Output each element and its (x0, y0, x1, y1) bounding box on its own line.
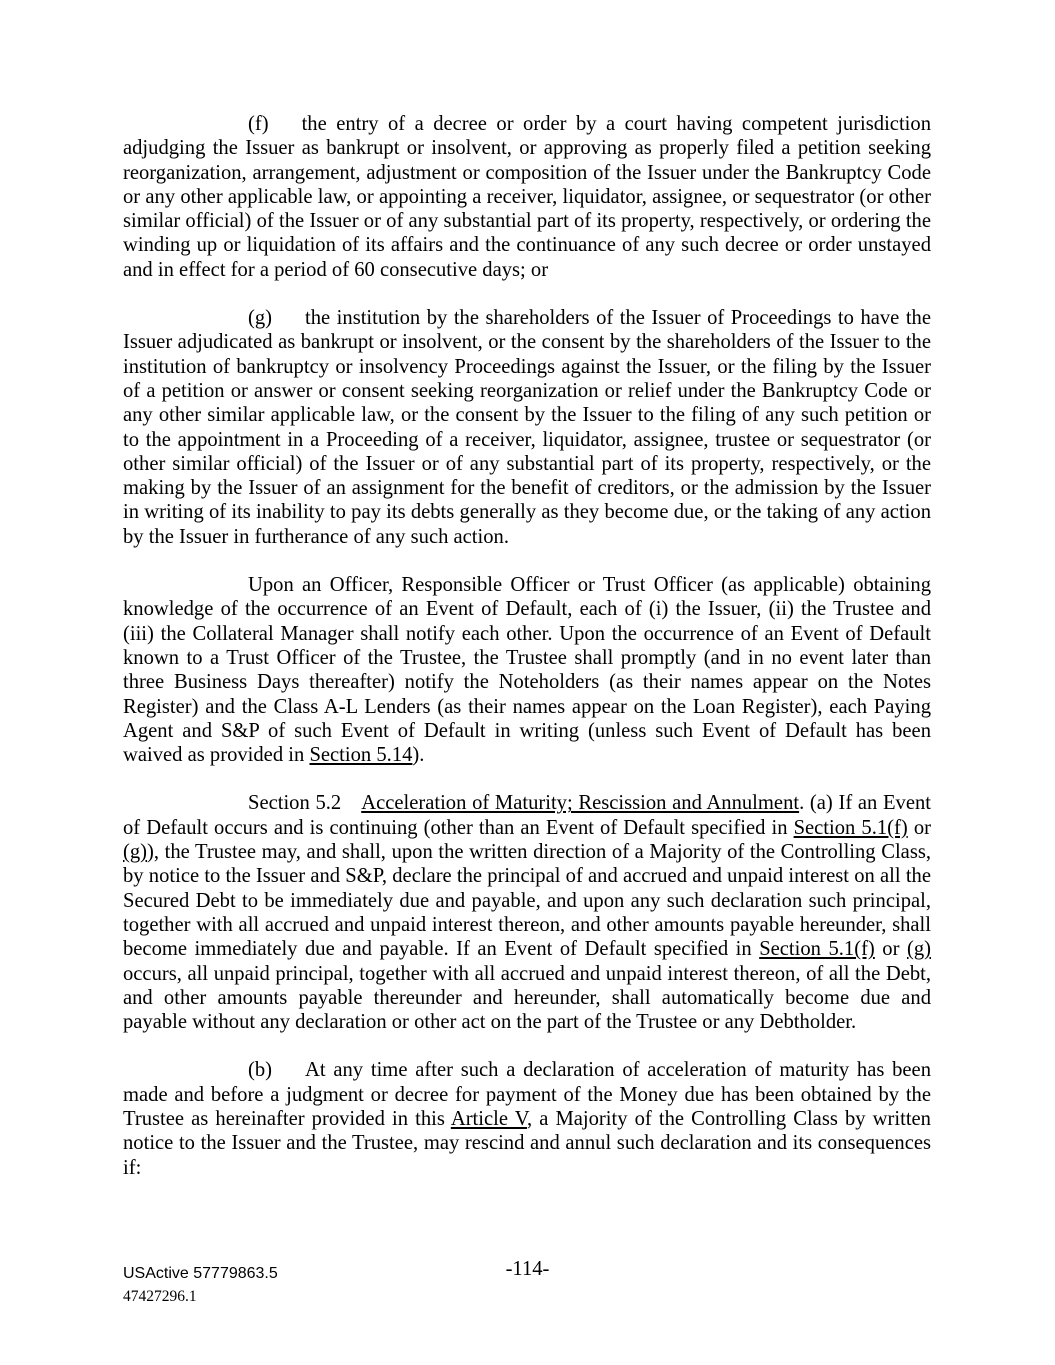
section-5-2-text: or (874, 938, 907, 961)
section-5-2-text: or (907, 816, 931, 839)
section-5-1f-reference: Section 5.1(f) (759, 938, 875, 961)
notice-text: Upon an Officer, Responsible Officer or Trust Officer (as applicable) obtaining knowledge of the occurrence of an Event of Default, each of (i) the Issuer, (ii) the Trustee and (iii) the Collateral Manager shall notify each other. Upon the occurrence of an Event of Default known to a Trust Officer of the Trustee, the Trustee shall promptly (and in no event later than three Business Days thereafter) notify the Noteholders (as their names appear on the Notes Register) and the Class A-L Lenders (as their names appear on the Loan Register), each Paying Agent and S&P of such Event of Default in writing (unless such Event of Default has been waived as provided in (123, 574, 931, 767)
clause-label-f: (f) (248, 113, 269, 135)
clause-label-g: (g) (248, 307, 273, 330)
article-v-reference: Article V (450, 1107, 527, 1130)
paragraph-section-5-2 (123, 791, 931, 1034)
notice-text-end: ). (412, 744, 425, 767)
paragraph-f (123, 112, 931, 282)
section-5-14-reference: Section 5.14 (309, 744, 413, 767)
paragraph-notice (123, 573, 931, 767)
clause-text-b: At any time after such a declaration of acceleration of maturity has been made and before a judgment or decree for payment of the Money due has been obtained by the Trustee as hereinafter provided in this (123, 1059, 931, 1130)
clause-text-g: the institution by the shareholders of the Issuer of Proceedings to have the Issuer adjudicated as bankrupt or insolvent, or the consent by the shareholders of the Issuer to the institution of bankruptcy or insolvency Proceedings against the Issuer, or the filing by the Issuer of a petition or answer or consent seeking reorganization or relief under the Bankruptcy Code or any other similar applicable law, or the consent by the Issuer to the filing of any such petition or to the appointment in a Proceeding of a receiver, liquidator, assignee, trustee or sequestrator (or other similar official) of the Issuer or of any substantial part of its property, respectively, or the making by the Issuer of an assignment for the benefit of creditors, or the admission by the Issuer in writing of its inability to pay its debts generally as they become due, or the taking of any action by the Issuer in furtherance of any such action. (123, 307, 931, 548)
secondary-document-id: 47427296.1 (123, 1288, 197, 1305)
paragraph-g (123, 306, 931, 549)
clause-text-b-end: , a Majority of the Controlling Class by written notice to the Issuer and the Trustee, may rescind and annul such declaration and its consequences if: (123, 1107, 931, 1179)
clause-g-reference: (g) (123, 841, 148, 864)
section-5-2-label: Section 5.2 (248, 792, 342, 815)
clause-text-f: the entry of a decree or order by a court having competent jurisdiction adjudging the Issuer as bankrupt or insolvent, or approving as properly filed a petition seeking reorganization, arrangement, adjustment or composition of the Issuer under the Bankruptcy Code or any other applicable law, or appointing a receiver, liquidator, assignee, or sequestrator (or other similar official) of the Issuer or of any substantial part of its property, respectively, or ordering the winding up or liquidation of its affairs and the continuance of any such decree or order unstayed and in effect for a period of 60 consecutive days; or (123, 113, 931, 281)
clause-g-reference: (g) (906, 938, 931, 961)
document-body (123, 112, 931, 1180)
section-5-2-text: ), the Trustee may, and shall, upon the written direction of a Majority of the Controlling Class, by notice to the Issuer and S&P, declare the principal of and accrued and unpaid interest on all the Secured Debt to be immediately due and payable, and upon any such declaration such principal, together with all accrued and unpaid interest thereon, and other amounts payable hereunder, shall become immediately due and payable. If an Event of Default specified in (123, 841, 931, 961)
section-5-2-text: occurs, all unpaid principal, together with all accrued and unpaid interest thereon, of all the Debt, and other amounts payable thereunder and hereunder, shall automatically become due and payable without any declaration or other act on the part of the Trustee or any Debtholder. (123, 962, 931, 1034)
section-5-2-text: . (a) If an Event of Default occurs and is continuing (other than an Event of Default specified in (123, 792, 931, 839)
clause-label-b: (b) (248, 1059, 273, 1082)
usactive-document-id: USActive 57779863.5 (123, 1265, 278, 1282)
section-5-2-title: Acceleration of Maturity; Rescission and Annulment (361, 792, 800, 815)
paragraph-b (123, 1058, 931, 1179)
section-5-1f-reference: Section 5.1(f) (793, 816, 908, 839)
page-number: -114- (505, 1258, 550, 1280)
